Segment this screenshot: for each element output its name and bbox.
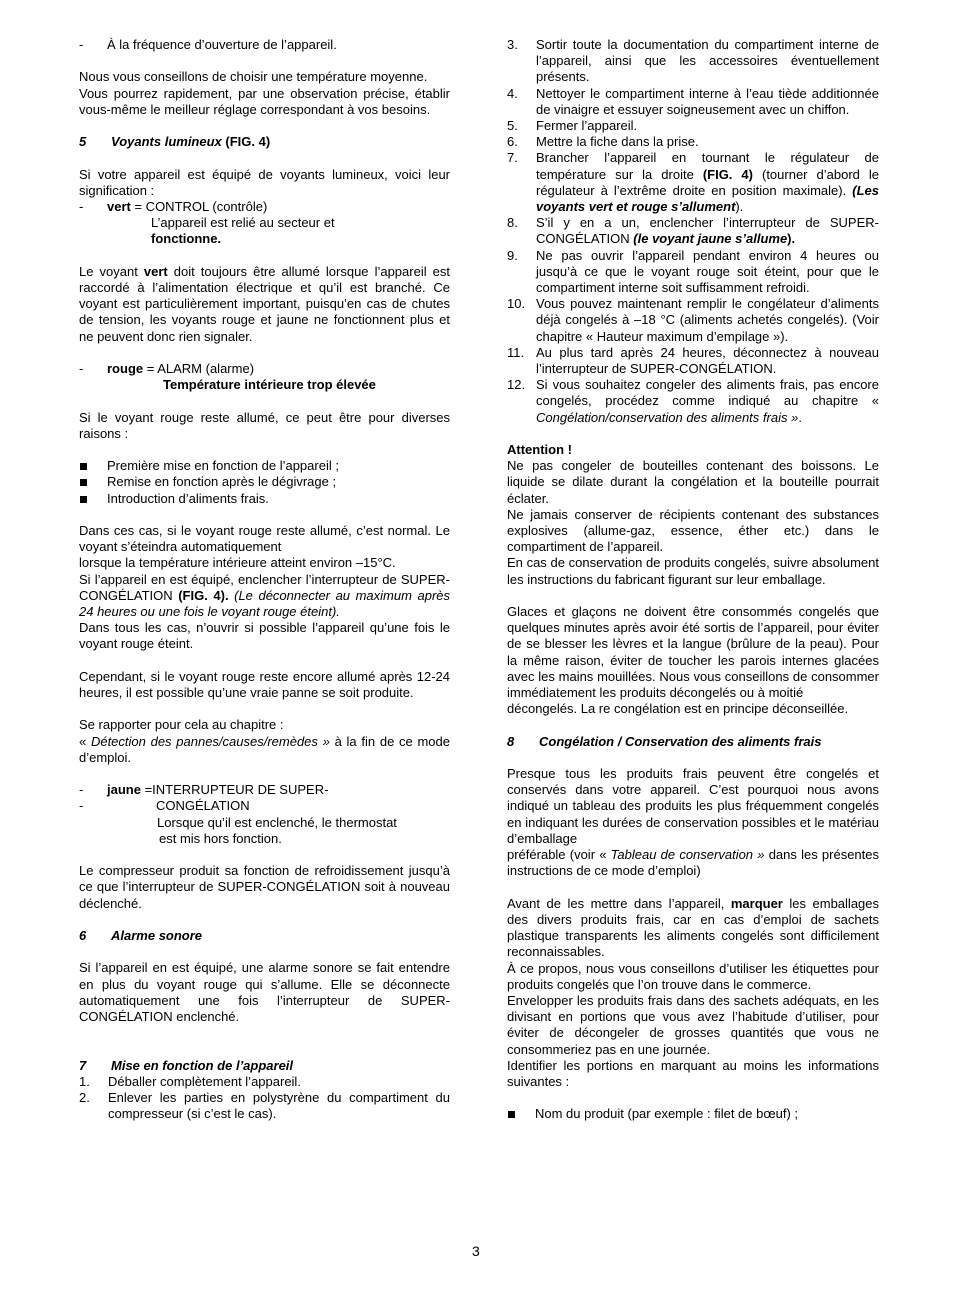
led-green-item bbox=[79, 199, 450, 215]
dash-marker: - bbox=[79, 198, 84, 214]
section-title: Congélation / Conservation des aliments frais bbox=[539, 733, 822, 749]
list-item: Remise en fonction après le dégivrage ; bbox=[79, 474, 450, 490]
led-red-desc: Température intérieure trop élevée bbox=[163, 377, 376, 393]
page-number: 3 bbox=[472, 1243, 480, 1259]
section-number: 5 bbox=[79, 134, 87, 150]
section-heading-5 bbox=[79, 134, 450, 150]
paragraph: « Détection des pannes/causes/remèdes » à la fin de ce mode d’emploi. bbox=[79, 733, 450, 765]
step-item: 4. Nettoyer le compartiment interne à l’eau tiède additionnée de vinaigre et essuyer soigneusement avec un chiffon. bbox=[507, 85, 879, 117]
dash-item bbox=[79, 37, 450, 53]
paragraph: Presque tous les produits frais peuvent être congelés et conservés dans votre appareil. C’est pourquoi nous avons indiqué un tableau des produits les plus fréquemment congelés en indiquant les durées de conservation possibles et le matériau d’emballage bbox=[507, 766, 879, 846]
list-item: Première mise en fonction de l’appareil ; bbox=[79, 458, 450, 474]
step-item: 8. S’il y en a un, enclencher l’interrupteur de SUPER-CONGÉLATION (le voyant jaune s’allume). bbox=[507, 215, 879, 247]
led-yellow-desc: est mis hors fonction. bbox=[159, 830, 282, 846]
step-item: 3. Sortir toute la documentation du compartiment interne de l’appareil, ainsi que les accessoires éventuellement présents. bbox=[507, 37, 879, 85]
step-item: 11. Au plus tard après 24 heures, déconnectez à nouveau l’interrupteur de SUPER-CONGÉLATION. bbox=[507, 344, 879, 377]
dash-text: À la fréquence d’ouverture de l’appareil. bbox=[107, 37, 337, 52]
paragraph: Si l’appareil en est équipé, une alarme sonore se fait entendre en plus du voyant rouge qui s’allume. Elle se déconnecte automatiquement une fois l’interrupteur de SUPER-CONGÉLATION enclenché. bbox=[79, 960, 450, 1024]
step-item: 1. Déballer complètement l’appareil. bbox=[79, 1073, 301, 1089]
attention-title: Attention ! bbox=[507, 442, 572, 458]
paragraph: Si votre appareil est équipé de voyants lumineux, voici leur signification : bbox=[79, 166, 450, 198]
paragraph: Envelopper les produits frais dans des sachets adéquats, en les divisant en portions que vous avez l’habitude d’utiliser, pour éviter de décongeler de grosses quantités que vous ne consommeriez pas en une journée. bbox=[507, 992, 879, 1057]
led-yellow-item-cont: - CONGÉLATION bbox=[79, 798, 250, 814]
led-yellow-item bbox=[79, 782, 450, 798]
section-title: Mise en fonction de l’appareil bbox=[111, 1057, 294, 1073]
section-heading-7 bbox=[79, 1058, 450, 1074]
paragraph: Vous pourrez rapidement, par une observation précise, établir vous-même le meilleur réglage correspondant à vos besoins. bbox=[79, 85, 450, 117]
paragraph: Ne pas congeler de bouteilles contenant des boissons. Le liquide se dilate durant la congélation et la bouteille pourrait éclater. bbox=[507, 458, 879, 506]
square-bullet-icon bbox=[80, 463, 87, 470]
led-yellow-meaning: =INTERRUPTEUR DE SUPER- bbox=[140, 782, 329, 798]
paragraph: Se rapporter pour cela au chapitre : bbox=[79, 717, 284, 733]
paragraph: Si l’appareil en est équipé, enclencher l’interrupteur de SUPER-CONGÉLATION (FIG. 4). (Le déconnecter au maximum après 24 heures ou une fois le voyant rouge éteint). bbox=[79, 571, 450, 619]
section-heading-6 bbox=[79, 928, 450, 944]
paragraph: À ce propos, nous vous conseillons d’utiliser les étiquettes pour produits congelés que l’on trouve dans le commerce. bbox=[507, 960, 879, 992]
dash-marker: - bbox=[79, 37, 84, 52]
step-item: 12. Si vous souhaitez congeler des aliments frais, pas encore congelés, procédez comme indiqué au chapitre « Congélation/conservation des aliments frais ». bbox=[507, 377, 879, 425]
step-item: 9. Ne pas ouvrir l’appareil pendant environ 4 heures ou jusqu’à ce que le voyant rouge soit éteint, pour que le compartiment interne soit suffisamment refroidi. bbox=[507, 247, 879, 296]
led-yellow-desc: Lorsque qu’il est enclenché, le thermostat bbox=[157, 814, 397, 830]
paragraph: Ne jamais conserver de récipients contenant des substances explosives (allume-gaz, essence, éther etc.) dans le compartiment de l’appareil. bbox=[507, 506, 879, 555]
dash-marker: - bbox=[79, 782, 84, 798]
dash-marker: - bbox=[79, 798, 84, 814]
paragraph: Le voyant vert doit toujours être allumé lorsque l’appareil est raccordé à l’alimentation électrique et qu’il est branché. Ce voyant est particulièrement important, puisqu’en cas de chutes de tension, les voyants rouge et jaune ne fonctionnent plus et ne peuvent donc rien signaler. bbox=[79, 263, 450, 344]
dash-marker: - bbox=[79, 360, 84, 376]
led-green-label: vert bbox=[107, 198, 131, 214]
step-item: 6. Mettre la fiche dans la prise. bbox=[507, 134, 699, 150]
paragraph: décongelés. La re congélation est en principe déconseillée. bbox=[507, 701, 849, 717]
list-item: Introduction d’aliments frais. bbox=[79, 491, 450, 507]
square-bullet-icon bbox=[80, 479, 87, 486]
square-bullet-icon bbox=[508, 1111, 515, 1118]
section-number: 6 bbox=[79, 927, 87, 943]
paragraph: En cas de conservation de produits congelés, suivre absolument les instructions du fabricant figurant sur leur emballage. bbox=[507, 555, 879, 587]
paragraph: Nous vous conseillons de choisir une température moyenne. bbox=[79, 69, 428, 85]
paragraph: Dans tous les cas, n’ouvrir si possible l’appareil qu’une fois le voyant rouge éteint. bbox=[79, 620, 450, 652]
step-item: 5. Fermer l’appareil. bbox=[507, 118, 638, 134]
step-item: 2. Enlever les parties en polystyrène du compartiment du compresseur (si c’est le cas). bbox=[79, 1089, 450, 1122]
paragraph: préférable (voir « Tableau de conservation » dans les présentes instructions de ce mode d’emploi) bbox=[507, 847, 879, 879]
led-yellow-label: jaune bbox=[107, 782, 141, 798]
led-red-item bbox=[79, 361, 450, 377]
led-red-meaning: = ALARM (alarme) bbox=[143, 360, 255, 376]
list-item: Nom du produit (par exemple : filet de bœuf) ; bbox=[507, 1106, 879, 1122]
led-green-desc-bold: fonctionne. bbox=[151, 231, 222, 247]
paragraph: Cependant, si le voyant rouge reste encore allumé après 12-24 heures, il est possible qu’une vraie panne se soit produite. bbox=[79, 668, 450, 700]
square-bullet-icon bbox=[80, 496, 87, 503]
right-column bbox=[507, 37, 879, 1123]
section-title: Alarme sonore bbox=[111, 927, 203, 943]
paragraph: Avant de les mettre dans l’appareil, marquer les emballages des divers produits frais, car en cas d’emploi de sachets plastique transparents les aliments congelés sont difficilement reconnaissables. bbox=[507, 895, 880, 960]
paragraph: Identifier les portions en marquant au moins les informations suivantes : bbox=[507, 1057, 879, 1089]
step-item: 7. Brancher l’appareil en tournant le régulateur de température sur la droite (FIG. 4) (tourner d’abord le régulateur à l’extrême droite en position maximale). (Les voyants vert et rouge s’allument). bbox=[507, 150, 880, 215]
paragraph: lorsque la température intérieure atteint environ –15°C. bbox=[79, 555, 396, 571]
paragraph: Glaces et glaçons ne doivent être consommés congelés que quelques minutes après avoir été sortis de l’appareil, pour éviter de se blesser les lèvres et la langue (brûlure de la peau). Pour la même raison, éviter de toucher les parois internes glacées avec les mains mouillées. Nous vous conseillons de consommer immédiatement les produits décongelés ou à moitié bbox=[507, 604, 879, 701]
paragraph: Si le voyant rouge reste allumé, ce peut être pour diverses raisons : bbox=[79, 409, 450, 441]
led-red-label: rouge bbox=[107, 360, 144, 376]
paragraph: Le compresseur produit sa fonction de refroidissement jusqu’à ce que l’interrupteur de SUPER-CONGÉLATION soit à nouveau déclenché. bbox=[79, 863, 450, 911]
led-green-desc: L’appareil est relié au secteur et bbox=[151, 215, 335, 231]
section-number: 7 bbox=[79, 1057, 87, 1073]
paragraph: Dans ces cas, si le voyant rouge reste allumé, c’est normal. Le voyant s’éteindra automatiquement bbox=[79, 522, 450, 555]
section-heading-8 bbox=[507, 734, 879, 750]
led-green-meaning: = CONTROL (contrôle) bbox=[130, 198, 268, 214]
left-column bbox=[79, 37, 450, 1122]
step-item: 10. Vous pouvez maintenant remplir le congélateur d’aliments déjà congelés à –18 °C (aliments achetés congelés). (Voir chapitre « Hauteur maximum d’empilage »). bbox=[507, 296, 879, 344]
section-number: 8 bbox=[507, 733, 515, 749]
figure-ref: (FIG. 4) bbox=[225, 134, 271, 150]
section-title: Voyants lumineux bbox=[111, 134, 222, 150]
